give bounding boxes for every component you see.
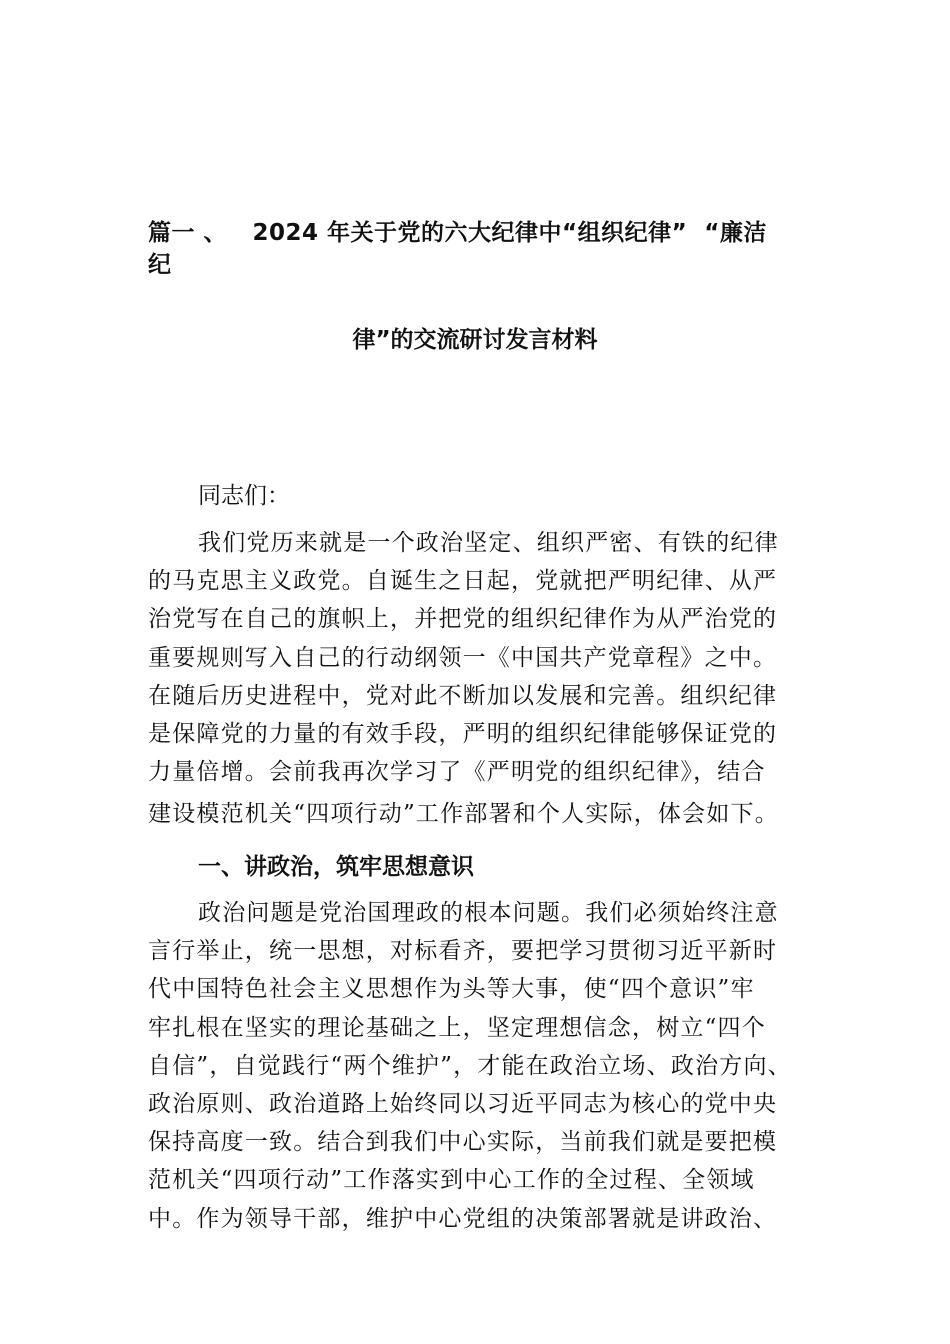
- section-heading-1: 一、讲政治，筑牢思想意识: [198, 854, 474, 880]
- paragraph-2-line: 政治原则、政治道路上始终同以习近平同志为核心的党中央: [148, 1090, 778, 1117]
- paragraph-2-line: 言行举止，统一思想，对标看齐，要把学习贯彻习近平新时: [148, 938, 778, 965]
- paragraph-2-line: 中。作为领导干部，维护中心党组的决策部署就是讲政治、: [148, 1205, 778, 1232]
- salutation: 同志们：: [198, 483, 290, 509]
- paragraph-1-line: 力量倍增。会前我再次学习了《严明党的组织纪律》，结合: [148, 759, 766, 786]
- paragraph-2: [148, 894, 808, 1238]
- paragraph-2-line: 保持高度一致。结合到我们中心实际，当前我们就是要把模: [148, 1129, 778, 1156]
- paragraph-2-line: 代中国特色社会主义思想作为头等大事，使“四个意识”牢: [148, 976, 755, 1003]
- document-title-line-3: 律”的交流研讨发言材料: [352, 327, 598, 353]
- document-title-line-2: 纪: [148, 252, 171, 278]
- paragraph-1: [148, 524, 808, 834]
- paragraph-2-line: 牢扎根在坚实的理论基础之上，坚定理想信念，树立“四个: [148, 1014, 766, 1041]
- paragraph-1-line: 在随后历史进程中，党对此不断加以发展和完善。组织纪律: [148, 682, 778, 709]
- paragraph-1-line: 我们党历来就是一个政治坚定、组织严密、有铁的纪律: [198, 530, 779, 556]
- paragraph-2-line: 范机关“四项行动”工作落实到中心工作的全过程、全领域: [148, 1167, 755, 1194]
- paragraph-2-line: 政治问题是党治国理政的根本问题。我们必须始终注意: [198, 900, 779, 926]
- paragraph-1-line: 治党写在自己的旗帜上，并把党的组织纪律作为从严治党的: [148, 606, 778, 633]
- paragraph-1-line: 的马克思主义政党。自诞生之日起，党就把严明纪律、从严: [148, 568, 778, 595]
- paragraph-1-line: 建设模范机关“四项行动”工作部署和个人实际，体会如下。: [148, 801, 779, 828]
- paragraph-1-line: 重要规则写入自己的行动纲领一《中国共产党章程》之中。: [148, 644, 778, 671]
- paragraph-1-line: 是保障党的力量的有效手段，严明的组织纪律能够保证党的: [148, 720, 778, 747]
- document-title-line-1: 篇一 、 2024 年关于党的六大纪律中“组织纪律” “廉洁: [148, 220, 767, 246]
- paragraph-2-line: 自信”，自觉践行“两个维护”，才能在政治立场、政治方向、: [148, 1052, 792, 1079]
